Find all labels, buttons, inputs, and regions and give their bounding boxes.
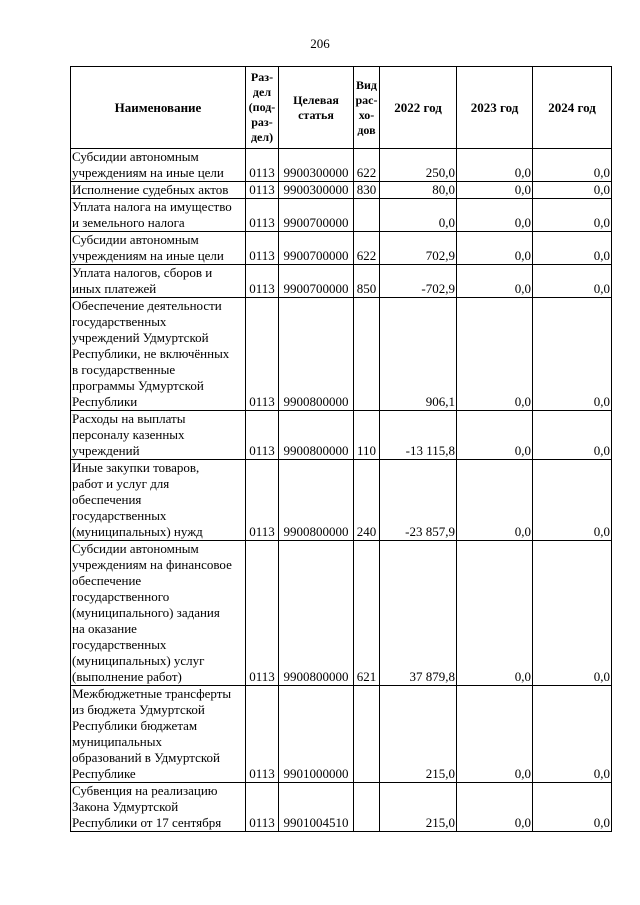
cell-y2023: 0,0 bbox=[457, 265, 533, 298]
cell-y2023: 0,0 bbox=[457, 298, 533, 411]
header-2022: 2022 год bbox=[380, 67, 457, 149]
cell-name: Уплата налогов, сборов и иных платежей bbox=[71, 265, 246, 298]
cell-section: 0113 bbox=[246, 232, 279, 265]
cell-section: 0113 bbox=[246, 149, 279, 182]
cell-y2024: 0,0 bbox=[533, 265, 612, 298]
cell-y2023: 0,0 bbox=[457, 149, 533, 182]
table-row bbox=[71, 460, 612, 541]
budget-table bbox=[70, 66, 612, 832]
cell-target: 9900700000 bbox=[279, 199, 354, 232]
cell-y2024: 0,0 bbox=[533, 411, 612, 460]
cell-name: Субсидии автономным учреждениям на финансовое обеспечение государственного (муниципального) задания на оказание государственных (муниципальных) услуг (выполнение работ) bbox=[71, 541, 246, 686]
table-row bbox=[71, 199, 612, 232]
cell-section: 0113 bbox=[246, 460, 279, 541]
table-row bbox=[71, 541, 612, 686]
cell-name: Субвенция на реализацию Закона Удмуртской Республики от 17 сентября bbox=[71, 783, 246, 832]
cell-target: 9900300000 bbox=[279, 149, 354, 182]
header-name: Наименование bbox=[71, 67, 246, 149]
header-section: Раз- дел (под- раз- дел) bbox=[246, 67, 279, 149]
cell-name: Субсидии автономным учреждениям на иные цели bbox=[71, 232, 246, 265]
cell-vid bbox=[354, 199, 380, 232]
cell-y2024: 0,0 bbox=[533, 783, 612, 832]
header-2023: 2023 год bbox=[457, 67, 533, 149]
cell-y2024: 0,0 bbox=[533, 541, 612, 686]
cell-y2023: 0,0 bbox=[457, 199, 533, 232]
cell-y2024: 0,0 bbox=[533, 182, 612, 199]
page-number: 206 bbox=[310, 36, 330, 51]
cell-vid: 110 bbox=[354, 411, 380, 460]
cell-section: 0113 bbox=[246, 265, 279, 298]
cell-y2022: 215,0 bbox=[380, 686, 457, 783]
cell-section: 0113 bbox=[246, 182, 279, 199]
cell-name: Исполнение судебных актов bbox=[71, 182, 246, 199]
cell-y2022: 215,0 bbox=[380, 783, 457, 832]
table-row bbox=[71, 411, 612, 460]
cell-y2023: 0,0 bbox=[457, 783, 533, 832]
cell-y2023: 0,0 bbox=[457, 411, 533, 460]
cell-y2024: 0,0 bbox=[533, 232, 612, 265]
cell-y2023: 0,0 bbox=[457, 232, 533, 265]
cell-y2023: 0,0 bbox=[457, 182, 533, 199]
cell-vid: 850 bbox=[354, 265, 380, 298]
cell-y2023: 0,0 bbox=[457, 686, 533, 783]
table-row bbox=[71, 182, 612, 199]
cell-vid bbox=[354, 298, 380, 411]
cell-y2022: -23 857,9 bbox=[380, 460, 457, 541]
cell-target: 9900300000 bbox=[279, 182, 354, 199]
table-row bbox=[71, 686, 612, 783]
cell-y2022: -702,9 bbox=[380, 265, 457, 298]
cell-y2023: 0,0 bbox=[457, 541, 533, 686]
cell-vid bbox=[354, 686, 380, 783]
cell-target: 9901000000 bbox=[279, 686, 354, 783]
header-vid: Вид рас- хо- дов bbox=[354, 67, 380, 149]
table-row bbox=[71, 265, 612, 298]
table-row bbox=[71, 783, 612, 832]
cell-vid: 622 bbox=[354, 149, 380, 182]
cell-vid: 622 bbox=[354, 232, 380, 265]
cell-y2024: 0,0 bbox=[533, 460, 612, 541]
cell-section: 0113 bbox=[246, 686, 279, 783]
cell-section: 0113 bbox=[246, 411, 279, 460]
cell-target: 9901004510 bbox=[279, 783, 354, 832]
cell-y2022: 250,0 bbox=[380, 149, 457, 182]
cell-y2024: 0,0 bbox=[533, 149, 612, 182]
cell-name: Обеспечение деятельности государственных учреждений Удмуртской Республики, не включённых в государственные программы Удмуртской Республики bbox=[71, 298, 246, 411]
cell-y2024: 0,0 bbox=[533, 199, 612, 232]
cell-section: 0113 bbox=[246, 541, 279, 686]
cell-name: Межбюджетные трансферты из бюджета Удмуртской Республики бюджетам муниципальных образований в Удмуртской Республике bbox=[71, 686, 246, 783]
cell-y2024: 0,0 bbox=[533, 298, 612, 411]
header-target: Целевая статья bbox=[279, 67, 354, 149]
cell-section: 0113 bbox=[246, 199, 279, 232]
cell-name: Расходы на выплаты персоналу казенных учреждений bbox=[71, 411, 246, 460]
cell-name: Уплата налога на имущество и земельного налога bbox=[71, 199, 246, 232]
cell-target: 9900700000 bbox=[279, 265, 354, 298]
cell-vid: 621 bbox=[354, 541, 380, 686]
cell-y2022: 0,0 bbox=[380, 199, 457, 232]
cell-y2022: -13 115,8 bbox=[380, 411, 457, 460]
cell-section: 0113 bbox=[246, 783, 279, 832]
cell-target: 9900800000 bbox=[279, 411, 354, 460]
cell-target: 9900800000 bbox=[279, 298, 354, 411]
cell-y2024: 0,0 bbox=[533, 686, 612, 783]
cell-y2023: 0,0 bbox=[457, 460, 533, 541]
cell-vid bbox=[354, 783, 380, 832]
cell-name: Иные закупки товаров, работ и услуг для обеспечения государственных (муниципальных) нужд bbox=[71, 460, 246, 541]
cell-target: 9900700000 bbox=[279, 232, 354, 265]
cell-y2022: 906,1 bbox=[380, 298, 457, 411]
cell-section: 0113 bbox=[246, 298, 279, 411]
cell-vid: 830 bbox=[354, 182, 380, 199]
header-2024: 2024 год bbox=[533, 67, 612, 149]
cell-vid: 240 bbox=[354, 460, 380, 541]
table-row bbox=[71, 232, 612, 265]
cell-target: 9900800000 bbox=[279, 541, 354, 686]
table-row bbox=[71, 149, 612, 182]
table-row bbox=[71, 298, 612, 411]
cell-y2022: 702,9 bbox=[380, 232, 457, 265]
cell-y2022: 80,0 bbox=[380, 182, 457, 199]
header-row bbox=[71, 67, 612, 149]
cell-y2022: 37 879,8 bbox=[380, 541, 457, 686]
cell-name: Субсидии автономным учреждениям на иные цели bbox=[71, 149, 246, 182]
cell-target: 9900800000 bbox=[279, 460, 354, 541]
